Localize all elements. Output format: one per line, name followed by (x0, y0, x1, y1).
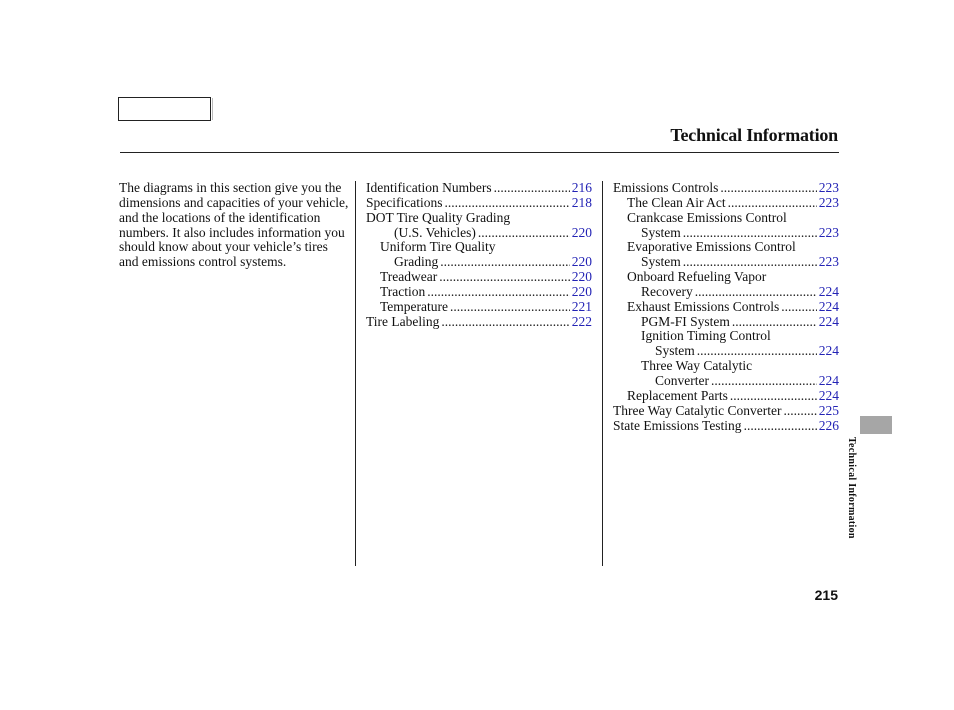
toc-leader-dots (720, 181, 816, 196)
toc-entry-label: Specifications (366, 194, 443, 210)
toc-page-link[interactable]: 220 (571, 283, 592, 299)
toc-entry[interactable] (613, 226, 839, 241)
toc-entry-label: Grading (394, 254, 439, 270)
toc-leader-dots (695, 285, 817, 300)
toc-leader-dots (744, 419, 817, 434)
toc-entry[interactable] (366, 196, 592, 211)
toc-page-link[interactable]: 221 (571, 298, 592, 314)
toc-entry[interactable] (366, 285, 592, 300)
toc-leader-dots (683, 255, 817, 270)
page-title: Technical Information (670, 125, 838, 145)
toc-page-link[interactable]: 224 (818, 313, 839, 329)
toc-entry[interactable] (613, 255, 839, 270)
toc-page-link[interactable]: 222 (571, 313, 592, 329)
toc-column-middle (366, 181, 592, 329)
toc-entry (613, 270, 839, 285)
toc-leader-dots (732, 315, 817, 330)
toc-page-link[interactable]: 223 (818, 180, 839, 195)
toc-entry-label: Crankcase Emissions Control (627, 209, 787, 225)
toc-entry-label: Ignition Timing Control (641, 328, 771, 344)
toc-page-link[interactable]: 225 (818, 402, 839, 418)
toc-entry (366, 211, 592, 226)
toc-page-link[interactable]: 220 (571, 224, 592, 240)
toc-page-link[interactable]: 223 (818, 194, 839, 210)
toc-entry[interactable] (613, 300, 839, 315)
toc-entry[interactable] (366, 255, 592, 270)
toc-entry[interactable] (366, 226, 592, 241)
toc-page-link[interactable]: 224 (818, 372, 839, 388)
toc-leader-dots (450, 300, 570, 315)
toc-entry-label: Converter (655, 372, 709, 388)
toc-entry[interactable] (366, 270, 592, 285)
toc-leader-dots (441, 315, 569, 330)
toc-page-link[interactable]: 223 (818, 254, 839, 270)
toc-page-link[interactable]: 224 (818, 298, 839, 314)
toc-entry-label: Traction (380, 283, 426, 299)
toc-leader-dots (439, 270, 570, 285)
toc-entry-label: Evaporative Emissions Control (627, 239, 796, 255)
toc-entry[interactable] (366, 181, 592, 196)
toc-entry[interactable] (613, 315, 839, 330)
toc-leader-dots (427, 285, 569, 300)
toc-entry-label: Emissions Controls (613, 180, 719, 195)
toc-entry[interactable] (613, 404, 839, 419)
toc-leader-dots (781, 300, 816, 315)
toc-leader-dots (728, 196, 817, 211)
toc-page-link[interactable]: 218 (571, 194, 592, 210)
toc-entry-label: DOT Tire Quality Grading (366, 209, 511, 225)
toc-leader-dots (494, 181, 570, 196)
toc-entry-label: System (655, 343, 695, 359)
toc-leader-dots (697, 344, 817, 359)
toc-entry (613, 211, 839, 226)
toc-entry[interactable] (613, 344, 839, 359)
toc-leader-dots (683, 226, 817, 241)
intro-paragraph: The diagrams in this section give you the dimensions and capacities of your vehicle, and the locations of the identification numbers. It also includes information you should know about your vehicle’s tires and emissions control systems. (119, 180, 349, 270)
toc-entry-label: Uniform Tire Quality (380, 239, 496, 255)
toc-entry (613, 359, 839, 374)
toc-entry-label: Temperature (380, 298, 449, 314)
toc-entry-label: Replacement Parts (627, 387, 728, 403)
toc-entry-label: System (641, 224, 681, 240)
section-tab[interactable] (860, 416, 892, 434)
toc-entry[interactable] (613, 196, 839, 211)
toc-entry-label: Recovery (641, 283, 693, 299)
toc-entry (613, 329, 839, 344)
toc-entry-label: Exhaust Emissions Controls (627, 298, 780, 314)
toc-column-right (613, 181, 839, 433)
toc-entry[interactable] (613, 285, 839, 300)
side-section-label: Technical Information (846, 437, 857, 539)
toc-page-link[interactable]: 216 (571, 180, 592, 195)
toc-entry-label: PGM-FI System (641, 313, 730, 329)
toc-page-link[interactable]: 226 (818, 417, 839, 433)
toc-entry[interactable] (366, 315, 592, 330)
toc-entry-label: Treadwear (380, 269, 438, 285)
toc-entry-label: Three Way Catalytic (641, 358, 753, 374)
toc-entry[interactable] (366, 300, 592, 315)
toc-leader-dots (440, 255, 570, 270)
toc-leader-dots (783, 404, 816, 419)
toc-entry[interactable] (613, 419, 839, 434)
toc-entry-label: Onboard Refueling Vapor (627, 269, 767, 285)
toc-entry-label: Tire Labeling (366, 313, 440, 329)
column-divider-left (355, 181, 356, 566)
header-rule (120, 152, 839, 153)
nav-box (118, 97, 211, 121)
toc-page-link[interactable]: 220 (571, 254, 592, 270)
toc-entry (613, 240, 839, 255)
toc-page-link[interactable]: 224 (818, 283, 839, 299)
toc-entry-label: State Emissions Testing (613, 417, 742, 433)
column-divider-right (602, 181, 603, 566)
toc-entry[interactable] (613, 374, 839, 389)
toc-leader-dots (444, 196, 569, 211)
toc-entry-label: Identification Numbers (366, 180, 492, 195)
toc-entry-label: The Clean Air Act (627, 194, 726, 210)
toc-entry-label: Three Way Catalytic Converter (613, 402, 782, 418)
toc-entry[interactable] (613, 389, 839, 404)
toc-entry-label: (U.S. Vehicles) (394, 224, 476, 240)
toc-leader-dots (730, 389, 817, 404)
toc-page-link[interactable]: 224 (818, 387, 839, 403)
toc-leader-dots (478, 226, 570, 241)
toc-page-link[interactable]: 224 (818, 343, 839, 359)
toc-entry-label: System (641, 254, 681, 270)
toc-leader-dots (711, 374, 817, 389)
toc-page-link[interactable]: 220 (571, 269, 592, 285)
toc-entry (366, 240, 592, 255)
toc-page-link[interactable]: 223 (818, 224, 839, 240)
toc-entry[interactable] (613, 181, 839, 196)
page-number: 215 (814, 587, 838, 603)
